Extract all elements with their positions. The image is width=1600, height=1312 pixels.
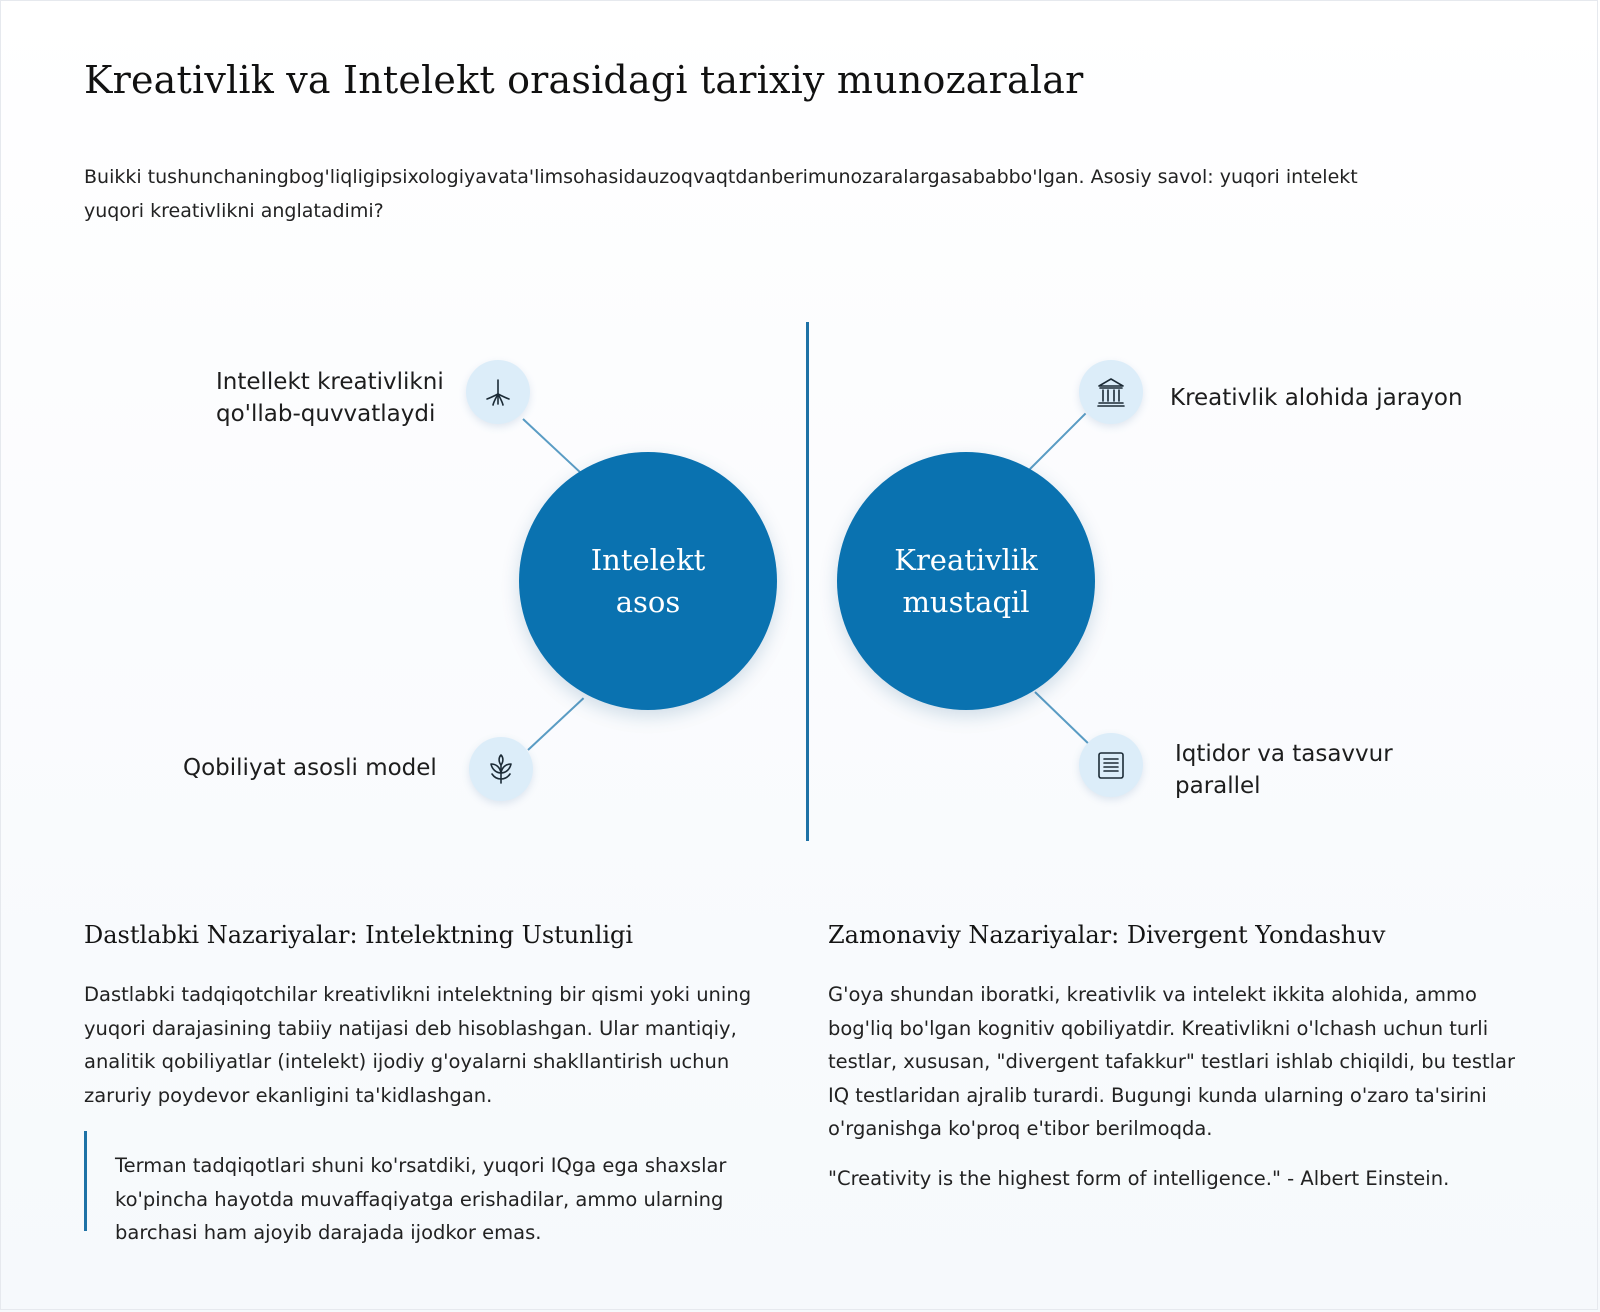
node-label-bottom-right: Iqtidor va tasavvur parallel [1175,741,1393,799]
sprout-icon [469,737,533,801]
node-label-top-left: Intellekt kreativlikni qo'llab-quvvatlaydi [216,369,444,427]
document-icon [1079,733,1143,797]
node-label-bottom-left: Qobiliyat asosli model [183,755,437,781]
hub-kreativlik-line1: Kreativlik [894,543,1038,577]
hub-intelekt-line1: Intelekt [590,543,706,577]
roots-icon [466,360,530,424]
hub-intelekt [519,452,777,710]
hub-kreativlik-line2: mustaqil [902,585,1030,619]
museum-icon [1079,360,1143,424]
left-column-quote-text: Terman tadqiqotlari shuni ko'rsatdiki, yuqori IQga ega shaxslar ko'pincha hayotda muvaffaqiyatga erishadilar, ammo ularning barchasi ham ajoyib darajada ijodkor emas. [115,1154,727,1244]
left-column-heading: Dastlabki Nazariyalar: Intelektning Ustunligi [84,921,634,949]
hub-intelekt-line2: asos [615,585,681,619]
center-divider [806,322,809,841]
left-column-body: Dastlabki tadqiqotchilar kreativlikni intelektning bir qismi yoki uning yuqori darajasining tabiiy natijasi deb hisoblashgan. Ular mantiqiy, analitik qobiliyatlar (intelekt) ijodiy g'oyalarni shakllantirish uchun zaruriy poydevor ekanligini ta'kidlashgan. [84,983,752,1107]
page-title: Kreativlik va Intelekt orasidagi tarixiy munozaralar [84,58,1084,102]
hub-kreativlik [837,452,1095,710]
right-column-body: G'oya shundan iboratki, kreativlik va intelekt ikkita alohida, ammo bog'liq bo'lgan kognitiv qobiliyatdir. Kreativlikni o'lchash uchun turli testlar, xususan, "divergent tafakkur" testlari ishlab chiqildi, bu testlar IQ testlaridan ajralib turardi. Bugungi kunda ularning o'zaro ta'sirini o'rganishga ko'proq e'tibor berilmoqda. [828,983,1516,1140]
node-label-top-right: Kreativlik alohida jarayon [1170,385,1463,411]
left-column-quote [84,1131,764,1244]
einstein-quote: "Creativity is the highest form of intelligence." - Albert Einstein. [828,1167,1450,1190]
right-column-heading: Zamonaviy Nazariyalar: Divergent Yondashuv [828,921,1386,949]
intro-paragraph: Buikki tushunchaningbog'liqligipsixologiyavata'limsohasidauzoqvaqtdanberimunozaralargasababbo'lgan. Asosiy savol: yuqori intelekt yuqori kreativlikni anglatadimi? [84,166,1358,222]
